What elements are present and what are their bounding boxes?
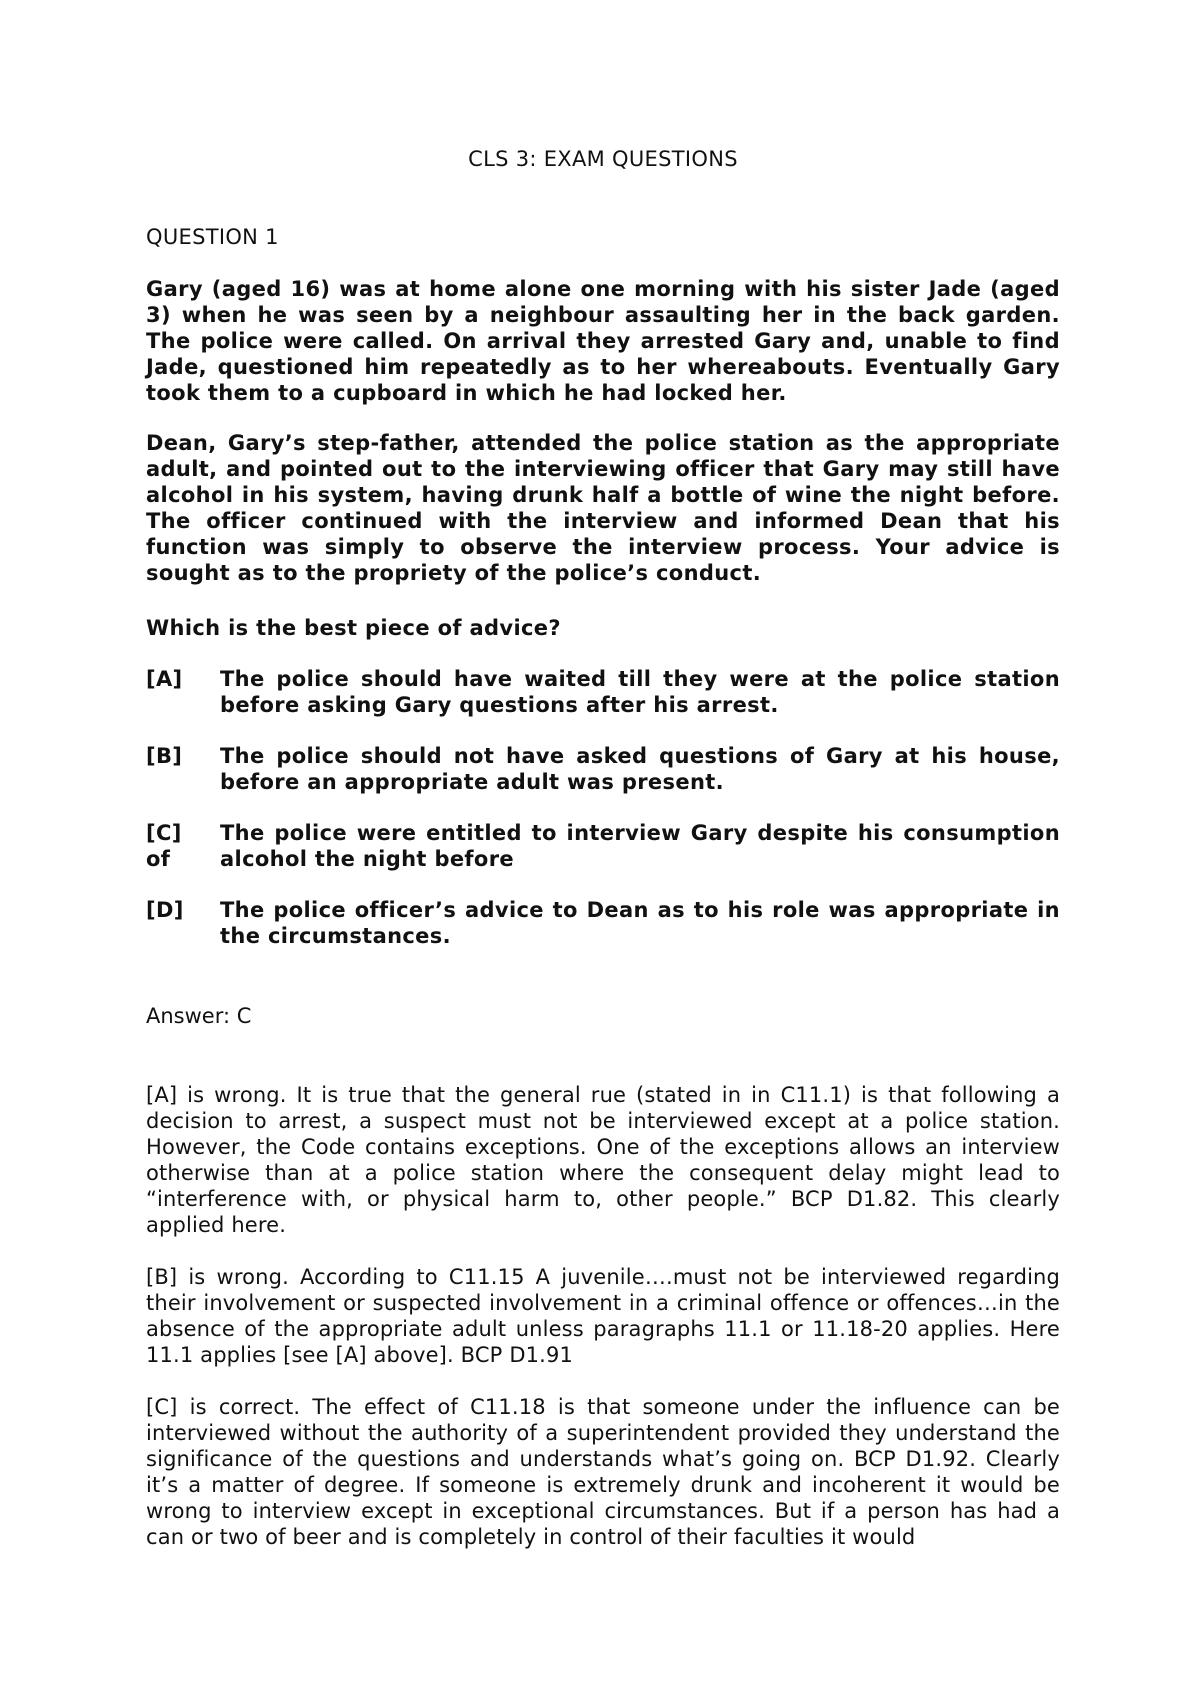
- option-text: The police should have waited till they were at the police station before asking Gary questions after his arrest.: [220, 667, 1060, 717]
- question-prompt: Which is the best piece of advice?: [146, 616, 561, 640]
- scenario-paragraph: Dean, Gary’s step-father, attended the police station as the appropriate adult, and pointed out to the interviewing officer that Gary may still have alcohol in his system, having drunk half a bottle of wine the night before. The officer continued with the interview and informed Dean that his function was simply to observe the interview process. Your advice is sought as to the propriety of the police’s conduct.: [146, 431, 1060, 585]
- option-text: The police should not have asked questions of Gary at his house, before an appropriate adult was present.: [220, 744, 1060, 794]
- question-label: QUESTION 1: [146, 225, 279, 249]
- explanation-paragraph: [A] is wrong. It is true that the general rue (stated in in C11.1) is that following a decision to arrest, a suspect must not be interviewed except at a police station. However, the Code contains exceptions. One of the exceptions allows an interview otherwise than at a police station where the consequent delay might lead to “interference with, or physical harm to, other people.” BCP D1.82. This clearly applied here.: [146, 1083, 1060, 1237]
- explanation-paragraph: [B] is wrong. According to C11.15 A juvenile….must not be interviewed regarding their involvement or suspected involvement in a criminal offence or offences…in the absence of the appropriate adult unless paragraphs 11.1 or 11.18-20 applies. Here 11.1 applies [see [A] above]. BCP D1.91: [146, 1265, 1060, 1367]
- scenario-paragraph: Gary (aged 16) was at home alone one morning with his sister Jade (aged 3) when he was seen by a neighbour assaulting her in the back garden. The police were called. On arrival they arrested Gary and, unable to find Jade, questioned him repeatedly as to her whereabouts. Eventually Gary took them to a cupboard in which he had locked her.: [146, 277, 1060, 405]
- option-label: [D]: [146, 898, 184, 922]
- document-title: CLS 3: EXAM QUESTIONS: [468, 147, 738, 171]
- option-label: [A]: [146, 667, 183, 691]
- option-label-continuation: of: [146, 847, 171, 871]
- answer-line: Answer: C: [146, 1004, 252, 1028]
- option-text: The police officer’s advice to Dean as to his role was appropriate in the circumstances.: [220, 898, 1060, 948]
- option-label: [C]: [146, 821, 182, 845]
- option-label: [B]: [146, 744, 183, 768]
- explanation-paragraph: [C] is correct. The effect of C11.18 is that someone under the influence can be interviewed without the authority of a superintendent provided they understand the significance of the questions and understands what’s going on. BCP D1.92. Clearly it’s a matter of degree. If someone is extremely drunk and incoherent it would be wrong to interview except in exceptional circumstances. But if a person has had a can or two of beer and is completely in control of their faculties it would: [146, 1395, 1060, 1549]
- option-text: The police were entitled to interview Gary despite his consumption alcohol the night before: [220, 821, 1060, 871]
